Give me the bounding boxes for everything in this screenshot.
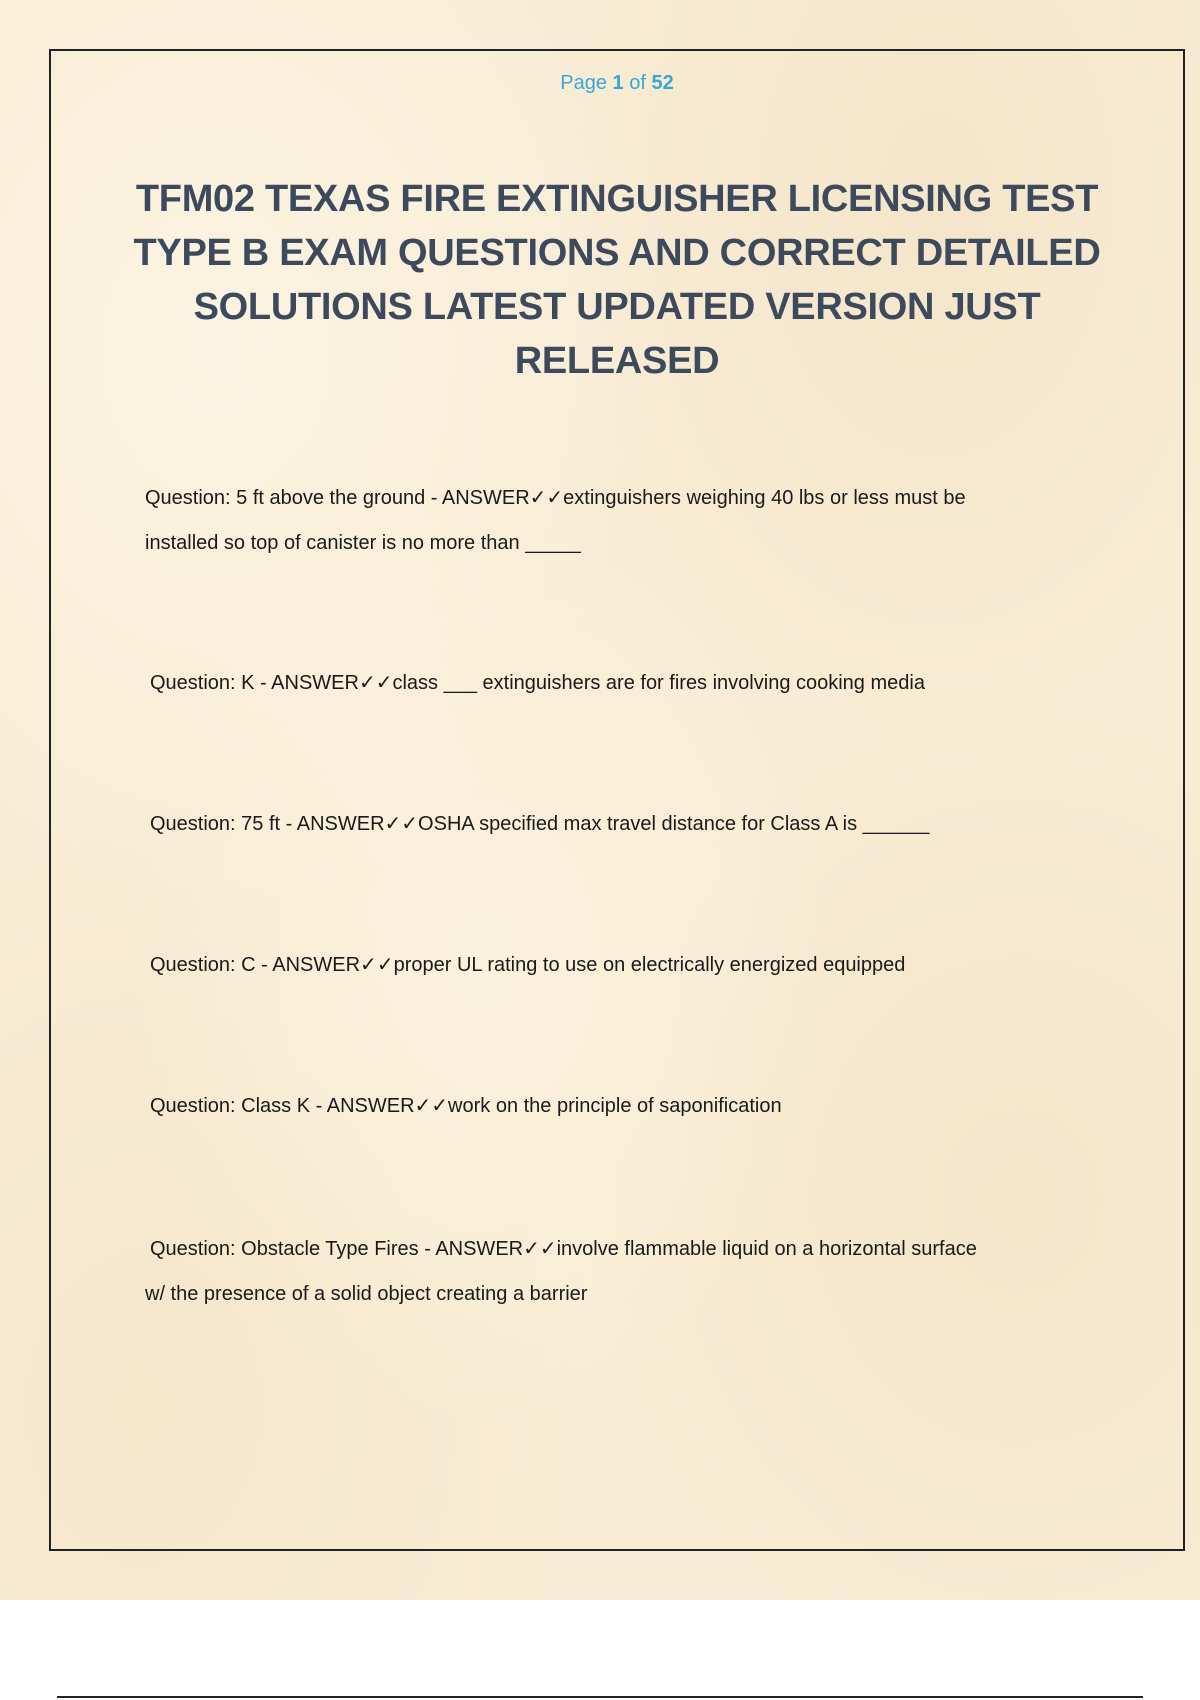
question-text: Question: 75 ft - ANSWER✓✓OSHA specified max travel distance for Class A is ______ bbox=[150, 813, 930, 835]
page-number bbox=[0, 72, 1200, 95]
question-text: Question: C - ANSWER✓✓proper UL rating to use on electrically energized equipped bbox=[150, 954, 906, 976]
footer-divider bbox=[57, 1696, 1143, 1698]
question-text: Question: 5 ft above the ground - ANSWER✓✓extinguishers weighing 40 lbs or less must be bbox=[145, 487, 966, 509]
question-text: Question: K - ANSWER✓✓class ___ extinguishers are for fires involving cooking media bbox=[150, 672, 925, 694]
page-prefix: Page bbox=[560, 72, 607, 94]
question-text: Question: Obstacle Type Fires - ANSWER✓✓involve flammable liquid on a horizontal surface bbox=[150, 1238, 977, 1260]
document-title: TFM02 TEXAS FIRE EXTINGUISHER LICENSING TEST TYPE B EXAM QUESTIONS AND CORRECT DETAILED SOLUTIONS LATEST UPDATED VERSION JUST RELEASED bbox=[133, 178, 1101, 382]
question-text-continued: w/ the presence of a solid object creating a barrier bbox=[145, 1283, 588, 1305]
page-of: of bbox=[629, 72, 646, 94]
page-total: 52 bbox=[651, 72, 674, 94]
question-text-continued: installed so top of canister is no more than _____ bbox=[145, 532, 581, 554]
question-text: Question: Class K - ANSWER✓✓work on the principle of saponification bbox=[150, 1095, 782, 1117]
page-current: 1 bbox=[612, 72, 624, 94]
